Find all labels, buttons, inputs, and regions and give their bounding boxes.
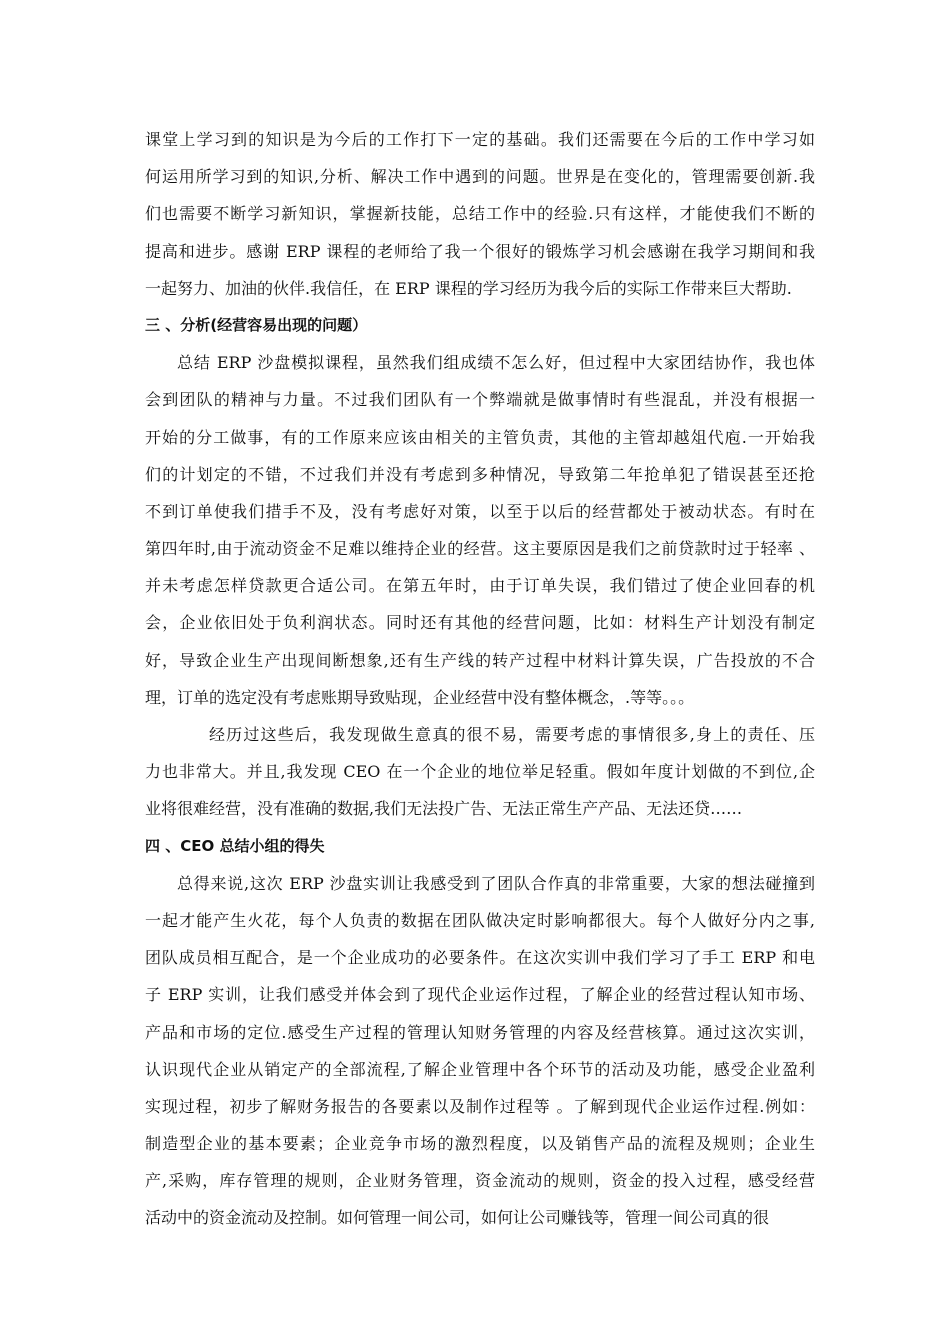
text-line: 总得来说,这次 ERP 沙盘实训让我感受到了团队合作真的非常重要，大家的想法碰撞到: [177, 873, 815, 893]
paragraph-1: [145, 121, 815, 307]
text-line: 并未考虑怎样贷款更合适公司。在第五年时，由于订单失误，我们错过了使企业回春的机: [145, 576, 815, 596]
text-line: 理，订单的选定没有考虑账期导致贴现，企业经营中没有整体概念，.等等。。。: [145, 687, 695, 707]
text-line: 课堂上学习到的知识是为今后的工作打下一定的基础。我们还需要在今后的工作中学习如: [145, 130, 815, 149]
paragraph-4: [145, 865, 815, 1237]
text-line: 活动中的资金流动及控制。如何管理一间公司，如何让公司赚钱等，管理一间公司真的很: [145, 1208, 770, 1228]
text-line: 子 ERP 实训，让我们感受并体会到了现代企业运作过程，了解企业的经营过程认知市场、: [145, 985, 815, 1005]
text-line: 们的计划定的不错，不过我们并没有考虑到多种情况，导致第二年抢单犯了错误甚至还抢: [145, 464, 815, 484]
text-line: 们也需要不断学习新知识，掌握新技能，总结工作中的经验.只有这样，才能使我们不断的: [145, 204, 815, 224]
text-line: 力也非常大。并且,我发现 CEO 在一个企业的地位举足轻重。假如年度计划做的不到位,企: [145, 762, 815, 782]
text-line: 提高和进步。感谢 ERP 课程的老师给了我一个很好的锻炼学习机会感谢在我学习期间和我: [145, 241, 815, 261]
text-line: 开始的分工做事，有的工作原来应该由相关的主管负责，其他的主管却越俎代庖.一开始我: [145, 427, 815, 447]
text-line: 好，导致企业生产出现间断想象,还有生产线的转产过程中材料计算失误，广告投放的不合: [145, 650, 815, 670]
text-line: 第四年时,由于流动资金不足难以维持企业的经营。这主要原因是我们之前贷款时过于轻率 、: [145, 539, 815, 559]
paragraph-3: [145, 716, 815, 828]
text-line: 一起努力、加油的伙伴.我信任，在 ERP 课程的学习经历为我今后的实际工作带来巨大帮助.: [145, 278, 792, 298]
text-line: 何运用所学习到的知识,分析、解决工作中遇到的问题。世界是在变化的，管理需要创新.我: [145, 167, 815, 187]
text-line: 产品和市场的定位.感受生产过程的管理认知财务管理的内容及经营核算。通过这次实训，: [145, 1022, 815, 1042]
text-line: 总结 ERP 沙盘模拟课程，虽然我们组成绩不怎么好，但过程中大家团结协作，我也体: [177, 353, 815, 373]
text-line: 业将很难经营，没有准确的数据,我们无法投广告、无法正常生产产品、无法还贷……: [145, 799, 743, 819]
paragraph-2: [145, 344, 815, 716]
section-heading-3: 三 、分析(经营容易出现的问题）: [145, 315, 368, 334]
text-line: 会到团队的精神与力量。不过我们团队有一个弊端就是做事情时有些混乱，并没有根据一: [145, 390, 815, 410]
text-line: 经历过这些后，我发现做生意真的很不易，需要考虑的事情很多,身上的责任、压: [209, 725, 815, 744]
text-line: 制造型企业的基本要素；企业竞争市场的激烈程度，以及销售产品的流程及规则；企业生: [145, 1134, 815, 1154]
text-line: 不到订单使我们措手不及，没有考虑好对策，以至于以后的经营都处于被动状态。有时在: [145, 501, 815, 521]
text-line: 团队成员相互配合，是一个企业成功的必要条件。在这次实训中我们学习了手工 ERP 和电: [145, 948, 815, 968]
text-line: 产,采购，库存管理的规则，企业财务管理，资金流动的规则，资金的投入过程，感受经营: [145, 1171, 815, 1191]
text-line: 会，企业依旧处于负利润状态。同时还有其他的经营问题，比如：材料生产计划没有制定: [145, 613, 815, 633]
text-line: 认识现代企业从销定产的全部流程,了解企业管理中各个环节的活动及功能，感受企业盈利: [145, 1059, 815, 1079]
section-heading-4: 四 、CEO 总结小组的得失: [145, 836, 325, 855]
document-body: [145, 121, 815, 1237]
text-line: 实现过程，初步了解财务报告的各要素以及制作过程等 。了解到现代企业运作过程.例如：: [145, 1096, 815, 1116]
text-line: 一起才能产生火花，每个人负责的数据在团队做决定时影响都很大。每个人做好分内之事,: [145, 910, 815, 930]
